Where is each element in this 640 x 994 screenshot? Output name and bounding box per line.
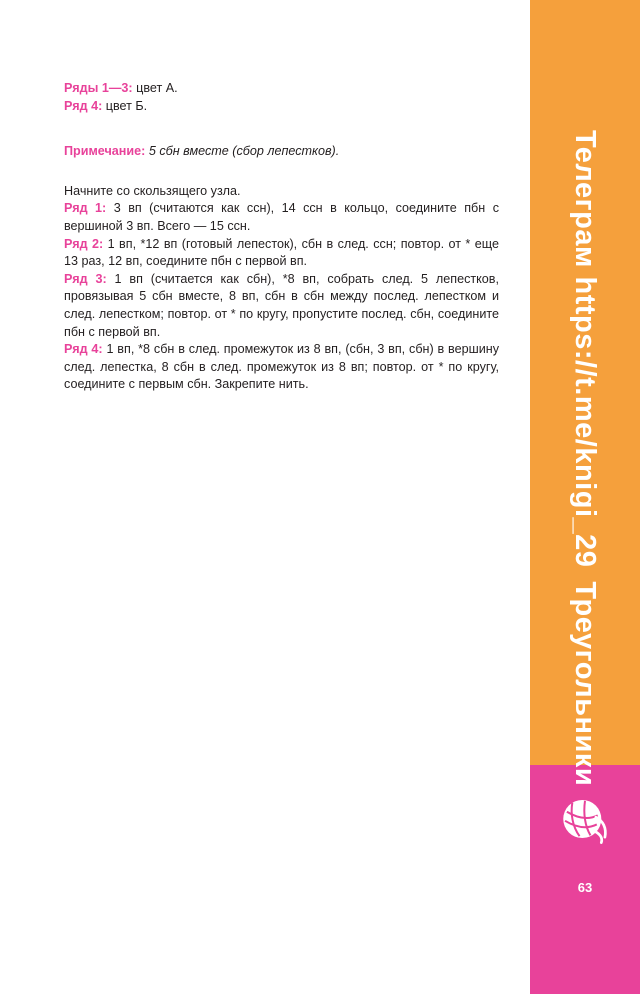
row-3-label: Ряд 3: — [64, 271, 107, 286]
start-line: Начните со скользящего узла. — [64, 183, 241, 198]
color-line-2-label: Ряд 4: — [64, 98, 103, 113]
row-3 — [64, 271, 499, 341]
color-line-1 — [64, 80, 499, 98]
row-2-label: Ряд 2: — [64, 236, 104, 251]
color-line-1-label: Ряды 1—3: — [64, 81, 133, 95]
spacer — [64, 115, 499, 143]
row-4-text: 1 вп, *8 сбн в след. промежуток из 8 вп, (сбн, 3 вп, сбн) в вершину след. лепестка, 8 сбн в след. промежуток из 8 вп; повтор. от * по кругу, соедините с первым сбн. Закрепите нить. — [64, 342, 499, 392]
row-1-text: 3 вп (считаются как ссн), 14 ссн в кольцо, соедините пбн с вершиной 3 вп. Всего — 15 ссн. — [64, 201, 499, 233]
row-4 — [64, 341, 499, 394]
row-3-text: 1 вп (считается как сбн), *8 вп, собрать след. 5 лепестков, провязывая 5 сбн вместе, 8 вп, сбн в сбн между послед. лепестком и след. лепестком; повтор. от * по кругу, пропустите послед. сбн, соедините пбн с первой вп. — [64, 271, 499, 339]
chapter-title: Треугольники — [569, 581, 602, 787]
note-line — [64, 143, 499, 161]
side-bar-text — [530, 0, 640, 787]
row-4-label: Ряд 4: — [64, 342, 103, 357]
row-2 — [64, 236, 499, 271]
page-side-bar — [530, 0, 640, 994]
row-1-label: Ряд 1: — [64, 201, 107, 216]
color-line-2-text: цвет Б. — [102, 98, 148, 113]
row-1 — [64, 200, 499, 235]
page-number: 63 — [577, 880, 593, 895]
note-text: 5 сбн вместе (сбор лепестков). — [145, 144, 340, 159]
yarn-ball-icon — [556, 790, 614, 848]
spacer — [64, 161, 499, 183]
color-line-2 — [64, 98, 499, 116]
color-line-1-text: цвет А. — [132, 81, 178, 95]
watermark-text: Телеграм https://t.me/knigi_29 — [569, 130, 602, 568]
row-2-text: 1 вп, *12 вп (готовый лепесток), сбн в след. ссн; повтор. от * еще 13 раз, 12 вп, соедините пбн с первой вп. — [64, 236, 499, 269]
page-body — [64, 80, 499, 394]
note-label: Примечание: — [64, 144, 146, 159]
